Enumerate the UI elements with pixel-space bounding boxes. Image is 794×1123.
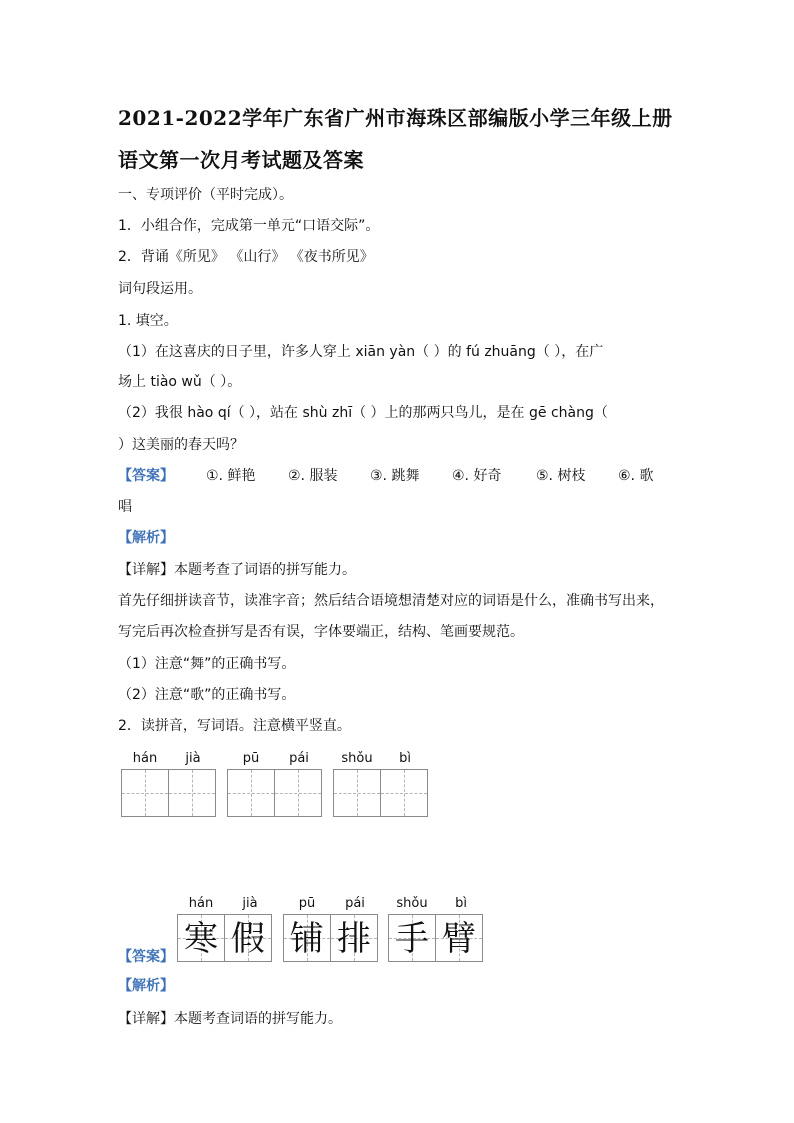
answer-tag-2: 【答案】	[118, 949, 174, 965]
answer-cell	[177, 914, 225, 962]
answer-character: 排	[337, 919, 371, 959]
section-heading: 一、专项评价（平时完成）。	[118, 187, 293, 203]
question-1-part-2-line-2: ）这美丽的春天吗？	[118, 437, 244, 453]
writing-cell	[227, 769, 275, 817]
answer-cell	[330, 914, 378, 962]
question-2-title: 2．读拼音，写词语。注意横平竖直。	[118, 718, 351, 734]
pinyin-label: pái	[345, 896, 365, 911]
answer-wrap: 唱	[118, 499, 132, 515]
answer-character: 寒	[184, 919, 218, 959]
document-title-line-2: 语文第一次月考试题及答案	[118, 148, 364, 172]
task-1: 1．小组合作，完成第一单元“口语交际”。	[118, 218, 380, 234]
question-1-part-1-line-2: 场上 tiào wǔ（ ）。	[118, 374, 242, 390]
writing-cell	[274, 769, 322, 817]
detail-tag: 【详解】	[118, 562, 174, 578]
answer-cell	[435, 914, 483, 962]
answer-item: ③. 跳舞	[370, 468, 420, 484]
answer-cell	[283, 914, 331, 962]
question-1-part-1-line-1: （1）在这喜庆的日子里，许多人穿上 xiān yàn（ ）的 fú zhuāng（ ），在广	[118, 344, 604, 360]
detail-tag: 【详解】	[118, 1011, 174, 1027]
document-title-line-1: 2021-2022学年广东省广州市海珠区部编版小学三年级上册	[118, 106, 673, 130]
pinyin-label: hán	[132, 751, 158, 766]
detail-text: 本题考查了词语的拼写能力。	[174, 562, 356, 578]
answer-cell	[388, 914, 436, 962]
pinyin-label: hán	[188, 896, 214, 911]
writing-cell	[333, 769, 381, 817]
answer-item: ①. 鲜艳	[206, 468, 256, 484]
analysis-tag: 【解析】	[118, 530, 174, 546]
pinyin-label: bì	[455, 896, 467, 911]
task-2: 2．背诵《所见》 《山行》 《夜书所见》	[118, 249, 374, 265]
answer-character: 铺	[290, 919, 324, 959]
detail-line-4: （1）注意“舞”的正确书写。	[118, 656, 296, 672]
question-1-title: 1. 填空。	[118, 313, 178, 329]
detail-line-2-1	[118, 1012, 342, 1026]
detail-text: 本题考查词语的拼写能力。	[174, 1011, 342, 1027]
writing-cell	[380, 769, 428, 817]
detail-line-5: （2）注意“歌”的正确书写。	[118, 687, 296, 703]
detail-line-1	[118, 563, 356, 577]
subsection-heading: 词句段运用。	[118, 281, 202, 297]
pinyin-label: shǒu	[341, 751, 373, 766]
detail-line-3: 写完后再次检查拼写是否有误，字体要端正，结构、笔画要规范。	[118, 624, 524, 640]
answer-character: 臂	[442, 919, 476, 959]
pinyin-label: pū	[242, 751, 260, 766]
writing-cell	[121, 769, 169, 817]
answer-character: 假	[231, 919, 265, 959]
answer-item: ⑤. 树枝	[536, 468, 586, 484]
answer-item: ②. 服装	[288, 468, 338, 484]
pinyin-label: pái	[289, 751, 309, 766]
question-1-part-2-line-1: （2）我很 hào qí（ ），站在 shù zhī（ ）上的那两只鸟儿，是在 gē chàng（	[118, 405, 608, 421]
pinyin-label: jià	[242, 896, 258, 911]
answer-item: ⑥. 歌	[618, 468, 654, 484]
answer-character: 手	[395, 919, 429, 959]
pinyin-label: bì	[399, 751, 411, 766]
pinyin-label: shǒu	[396, 896, 428, 911]
pinyin-label: jià	[185, 751, 201, 766]
answer-cell	[224, 914, 272, 962]
answer-tag: 【答案】	[118, 468, 174, 484]
analysis-tag-2: 【解析】	[118, 978, 174, 994]
pinyin-label: pū	[298, 896, 316, 911]
writing-cell	[168, 769, 216, 817]
answer-item: ④. 好奇	[452, 468, 502, 484]
detail-line-2: 首先仔细拼读音节，读准字音；然后结合语境想清楚对应的词语是什么，准确书写出来，	[118, 593, 664, 609]
